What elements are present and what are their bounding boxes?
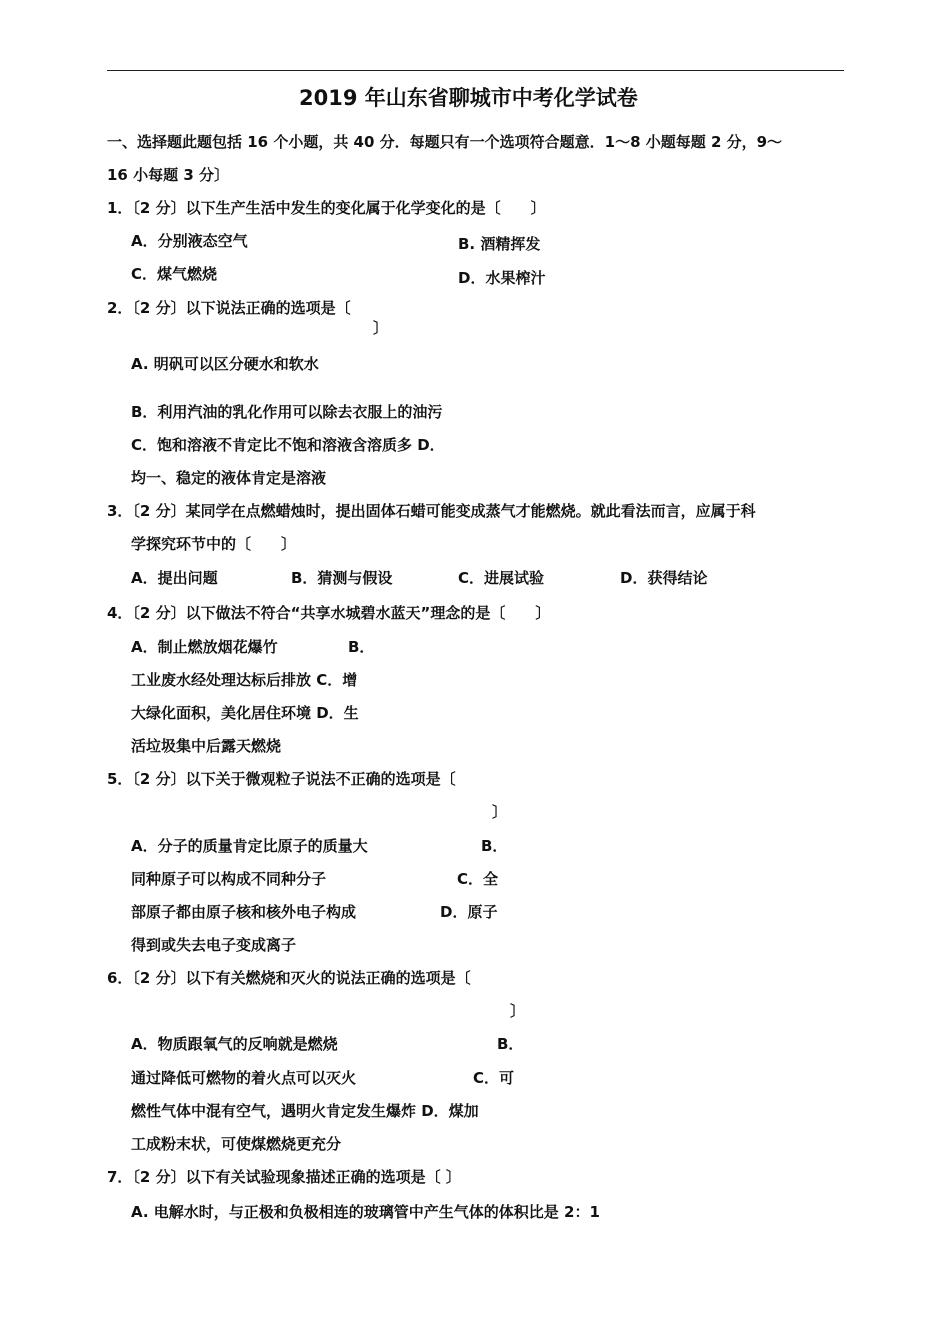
question-5-line-2: 同种原子可以构成不同种分子 (131, 870, 327, 888)
question-2-stem: 2．〔2 分〕以下说法正确的选项是〔 (107, 299, 351, 317)
question-5-line-4: 得到或失去电子变成离子 (131, 936, 297, 954)
question-6-stem-close: 〕 (510, 1002, 526, 1020)
question-6-stem: 6．〔2 分〕以下有关燃烧和灭火的说法正确的选项是〔 (107, 969, 471, 987)
question-6-line-3: 燃性气体中混有空气，遇明火肯定发生爆炸 D．煤加 (131, 1102, 479, 1120)
question-4-line-3: 大绿化面积，美化居住环境 D．生 (131, 704, 359, 722)
question-1-option-c: C．煤气燃烧 (131, 265, 218, 283)
question-1-stem: 1．〔2 分〕以下生产生活中发生的变化属于化学变化的是〔 〕 (107, 199, 546, 217)
question-5-line-2b: C．全 (457, 870, 499, 888)
question-5-line-1b: B． (481, 837, 508, 855)
question-4-line-1: A．制止燃放烟花爆竹 (131, 638, 278, 656)
question-4-line-4: 活垃圾集中后露天燃烧 (131, 737, 282, 755)
question-2-option-d: 均一、稳定的液体肯定是溶液 (131, 469, 327, 487)
page-title: 2019 年山东省聊城市中考化学试卷 (299, 86, 638, 110)
question-2-option-a: A. 明矾可以区分硬水和软水 (131, 355, 319, 373)
question-2-stem-close: 〕 (373, 319, 389, 337)
question-3-stem: 3．〔2 分〕某同学在点燃蜡烛时，提出固体石蜡可能变成蒸气才能燃烧。就此看法而言，应属于科 (107, 502, 756, 520)
section-heading: 一、选择题此题包括 16 个小题，共 40 分．每题只有一个选项符合题意．1〜8 小题每题 2 分，9〜 (107, 133, 783, 151)
question-2-option-b: B．利用汽油的乳化作用可以除去衣服上的油污 (131, 403, 443, 421)
question-3-option-b: B．猜测与假设 (291, 569, 393, 587)
question-3-option-c: C．进展试验 (458, 569, 545, 587)
question-7-stem: 7．〔2 分〕以下有关试验现象描述正确的选项是〔 〕 (107, 1168, 461, 1186)
question-5-line-3b: D．原子 (440, 903, 498, 921)
question-6-line-1b: B． (497, 1035, 524, 1053)
question-6-line-2: 通过降低可燃物的着火点可以灭火 (131, 1069, 357, 1087)
question-4-line-2: 工业废水经处理达标后排放 C．增 (131, 671, 358, 689)
question-5-stem: 5．〔2 分〕以下关于微观粒子说法不正确的选项是〔 (107, 770, 456, 788)
question-1-option-b: B. 酒精挥发 (458, 235, 541, 253)
section-heading-cont: 16 小每题 3 分〕 (107, 166, 229, 184)
question-2-option-c: C．饱和溶液不肯定比不饱和溶液含溶质多 D． (131, 436, 445, 454)
question-3-stem-cont: 学探究环节中的〔 〕 (131, 535, 297, 553)
question-5-line-1: A．分子的质量肯定比原子的质量大 (131, 837, 368, 855)
question-1-option-a: A．分别液态空气 (131, 232, 248, 250)
question-3-option-d: D．获得结论 (620, 569, 708, 587)
header-rule (107, 70, 844, 71)
question-3-option-a: A．提出问题 (131, 569, 218, 587)
question-1-option-d: D．水果榨汁 (458, 269, 546, 287)
question-4-line-1b: B． (348, 638, 375, 656)
question-6-line-4: 工成粉末状，可使煤燃烧更充分 (131, 1135, 342, 1153)
question-4-stem: 4．〔2 分〕以下做法不符合“共享水城碧水蓝天”理念的是〔 〕 (107, 604, 551, 622)
question-6-line-1: A．物质跟氧气的反响就是燃烧 (131, 1035, 338, 1053)
question-5-stem-close: 〕 (492, 803, 508, 821)
question-7-option-a: A. 电解水时，与正极和负极相连的玻璃管中产生气体的体积比是 2：1 (131, 1203, 600, 1221)
question-5-line-3: 部原子都由原子核和核外电子构成 (131, 903, 357, 921)
question-6-line-2b: C．可 (473, 1069, 515, 1087)
